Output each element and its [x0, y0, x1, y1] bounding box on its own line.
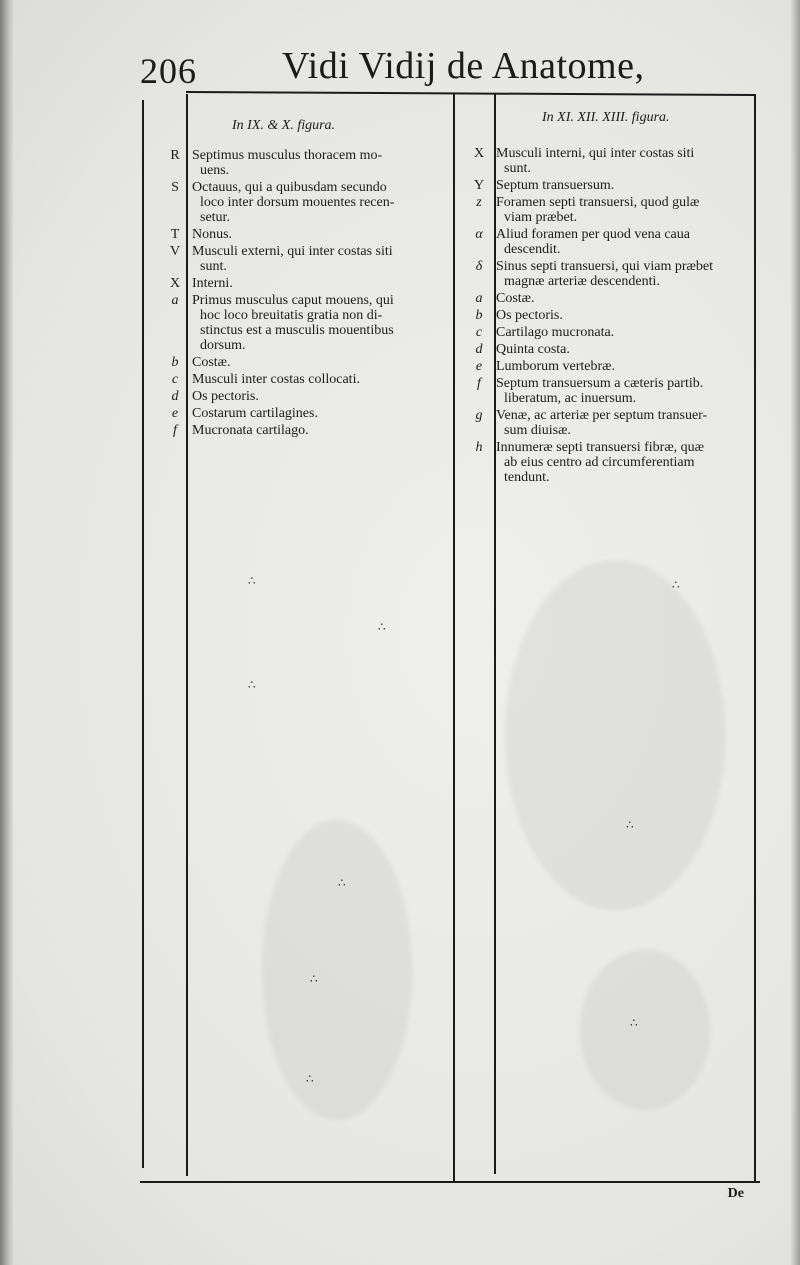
left-column-entries	[164, 148, 452, 440]
key-entry	[468, 178, 758, 193]
key-description-line: Lumborum vertebræ.	[496, 359, 615, 374]
figure-dot-mark: ∴	[626, 818, 633, 832]
key-description-line: setur.	[200, 210, 230, 225]
page-number: 206	[140, 51, 197, 91]
key-entry	[468, 259, 758, 289]
key-letter: T	[170, 227, 180, 242]
key-description-line: Venæ, ac arteriæ per septum transuer-	[496, 408, 708, 423]
key-letter: b	[475, 308, 483, 323]
key-description-line: loco inter dorsum mouentes recen-	[200, 195, 395, 210]
key-entry	[164, 389, 452, 404]
gutter-shadow	[0, 0, 14, 1265]
key-description-line: Septimus musculus thoracem mo-	[192, 148, 383, 163]
right-column-entries	[468, 146, 758, 487]
key-letter: X	[473, 146, 485, 161]
key-entry	[164, 406, 452, 421]
key-entry	[468, 342, 758, 357]
key-letter: S	[171, 180, 179, 195]
key-description-line: stinctus est a musculis mouentibus	[200, 323, 394, 338]
key-description-line: Foramen septi transuersi, quod gulæ	[496, 195, 700, 210]
key-entry	[164, 227, 452, 242]
key-description-line: Quinta costa.	[496, 342, 570, 357]
column-rule-far-left	[142, 100, 144, 1168]
key-entry	[468, 227, 758, 257]
key-letter: X	[169, 276, 181, 291]
key-entry	[468, 195, 758, 225]
ghost-figure-right-upper	[505, 560, 725, 910]
key-entry	[468, 146, 758, 176]
key-entry	[468, 359, 758, 374]
key-entry	[164, 355, 452, 370]
key-letter: g	[475, 408, 483, 423]
key-entry	[468, 408, 758, 438]
key-entry	[468, 291, 758, 306]
ghost-figure-left	[262, 820, 412, 1120]
key-entry	[468, 440, 758, 485]
key-entry	[468, 376, 758, 406]
figure-dot-mark: ∴	[248, 574, 255, 588]
page-edge-shadow	[790, 0, 800, 1265]
key-letter: e	[171, 406, 179, 421]
key-description-line: liberatum, ac inuersum.	[504, 391, 637, 406]
key-description-line: Innumeræ septi transuersi fibræ, quæ	[496, 440, 705, 455]
key-description-line: Musculi inter costas collocati.	[192, 372, 360, 387]
key-letter: e	[475, 359, 483, 374]
key-letter: a	[475, 291, 483, 306]
key-letter: Y	[473, 178, 485, 193]
column-rule-center	[453, 94, 455, 1182]
figure-dot-mark: ∴	[248, 678, 255, 692]
top-rule	[186, 91, 754, 96]
key-description-line: Sinus septi transuersi, qui viam præbet	[496, 259, 713, 274]
bottom-rule	[140, 1181, 760, 1183]
figure-dot-mark: ∴	[306, 1072, 313, 1086]
key-description-line: sum diuisæ.	[504, 423, 571, 438]
key-description-line: Os pectoris.	[496, 308, 563, 323]
key-letter: d	[171, 389, 179, 404]
key-description-line: dorsum.	[200, 338, 246, 353]
right-column-header: In XI. XII. XIII. figura.	[542, 110, 670, 125]
left-column-header: In IX. & X. figura.	[232, 118, 336, 133]
key-letter: α	[475, 227, 483, 242]
key-description-line: Costæ.	[496, 291, 535, 306]
key-description-line: Nonus.	[192, 227, 233, 242]
key-entry	[164, 372, 452, 387]
key-entry	[164, 276, 452, 291]
figure-dot-mark: ∴	[672, 578, 679, 592]
key-description-line: viam præbet.	[504, 210, 578, 225]
key-entry	[468, 308, 758, 323]
ghost-figure-right-lower	[580, 950, 710, 1110]
figure-dot-mark: ∴	[310, 972, 317, 986]
key-description-line: Os pectoris.	[192, 389, 259, 404]
key-description-line: sunt.	[504, 161, 531, 176]
key-entry	[164, 180, 452, 225]
key-description-line: Septum transuersum.	[496, 178, 615, 193]
catchword: De	[727, 1186, 744, 1201]
key-letter: z	[476, 195, 482, 210]
figure-dot-mark: ∴	[630, 1016, 637, 1030]
key-description-line: Musculi interni, qui inter costas siti	[496, 146, 695, 161]
key-description-line: Septum transuersum a cæteris partib.	[496, 376, 704, 391]
key-description-line: uens.	[200, 163, 230, 178]
key-letter: R	[170, 148, 180, 163]
key-description-line: Musculi externi, qui inter costas siti	[192, 244, 393, 259]
key-entry	[164, 148, 452, 178]
key-description-line: Octauus, qui a quibusdam secundo	[192, 180, 387, 195]
key-description-line: tendunt.	[504, 470, 550, 485]
key-entry	[468, 325, 758, 340]
key-description-line: hoc loco breuitatis gratia non di-	[200, 308, 383, 323]
running-head: Vidi Vidij de Anatome,	[282, 45, 645, 87]
key-description-line: Mucronata cartilago.	[192, 423, 309, 438]
key-letter: d	[475, 342, 483, 357]
key-description-line: sunt.	[200, 259, 227, 274]
key-description-line: Interni.	[192, 276, 233, 291]
key-description-line: magnæ arteriæ descendenti.	[504, 274, 660, 289]
key-entry	[164, 293, 452, 353]
key-description-line: Costæ.	[192, 355, 231, 370]
key-letter: δ	[475, 259, 483, 274]
key-description-line: Cartilago mucronata.	[496, 325, 615, 340]
key-entry	[164, 423, 452, 438]
key-description-line: Costarum cartilagines.	[192, 406, 318, 421]
key-description-line: Primus musculus caput mouens, qui	[192, 293, 394, 308]
key-description-line: Aliud foramen per quod vena caua	[496, 227, 690, 242]
key-letter: c	[171, 372, 179, 387]
key-letter: a	[171, 293, 179, 308]
key-description-line: ab eius centro ad circumferentiam	[504, 455, 695, 470]
key-letter: f	[173, 423, 177, 438]
key-letter: h	[475, 440, 483, 455]
key-description-line: descendit.	[504, 242, 561, 257]
key-letter: b	[171, 355, 179, 370]
figure-dot-mark: ∴	[338, 876, 345, 890]
key-entry	[164, 244, 452, 274]
key-letter: f	[477, 376, 481, 391]
figure-dot-mark: ∴	[378, 620, 385, 634]
key-letter: c	[475, 325, 483, 340]
key-letter: V	[169, 244, 181, 259]
